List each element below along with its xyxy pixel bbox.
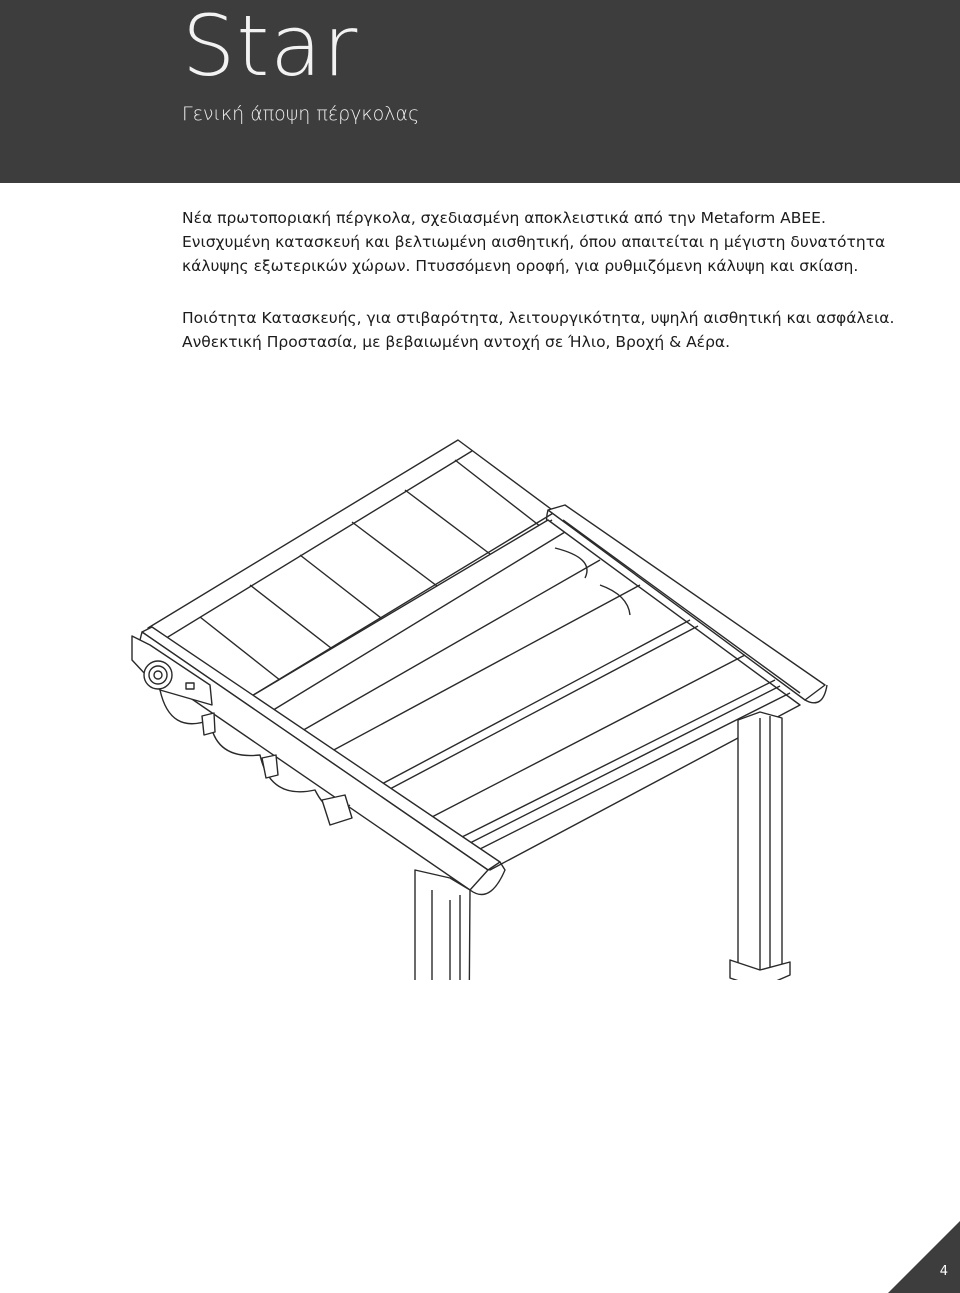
intro-line: Ενισχυμένη κατασκευή και βελτιωμένη αισθητική, όπου απαιτείται η μέγιστη δυνατότητα xyxy=(182,233,886,251)
back-right-leg xyxy=(730,712,790,980)
corner-triangle xyxy=(888,1221,960,1293)
intro-paragraph xyxy=(182,206,886,278)
page-title: Star xyxy=(182,0,359,95)
features-line: Ποιότητα Κατασκευής, για στιβαρότητα, λειτουργικότητα, υψηλή αισθητική και ασφάλεια. xyxy=(182,309,895,327)
intro-line: Νέα πρωτοποριακή πέργκολα, σχεδιασμένη αποκλειστικά από την Metaform ΑΒΕΕ. xyxy=(182,209,826,227)
page-number: 4 xyxy=(939,1264,948,1279)
page-subtitle: Γενική άποψη πέργκολας xyxy=(182,103,420,125)
front-left-leg xyxy=(410,870,470,980)
header-band xyxy=(0,0,960,183)
pergola-line-drawing xyxy=(120,420,840,980)
features-line: Ανθεκτική Προστασία, με βεβαιωμένη αντοχή σε Ήλιο, Βροχή & Αέρα. xyxy=(182,333,731,351)
features-paragraph xyxy=(182,306,895,354)
intro-line: κάλυψης εξωτερικών χώρων. Πτυσσόμενη οροφή, για ρυθμιζόμενη κάλυψη και σκίαση. xyxy=(182,257,859,275)
